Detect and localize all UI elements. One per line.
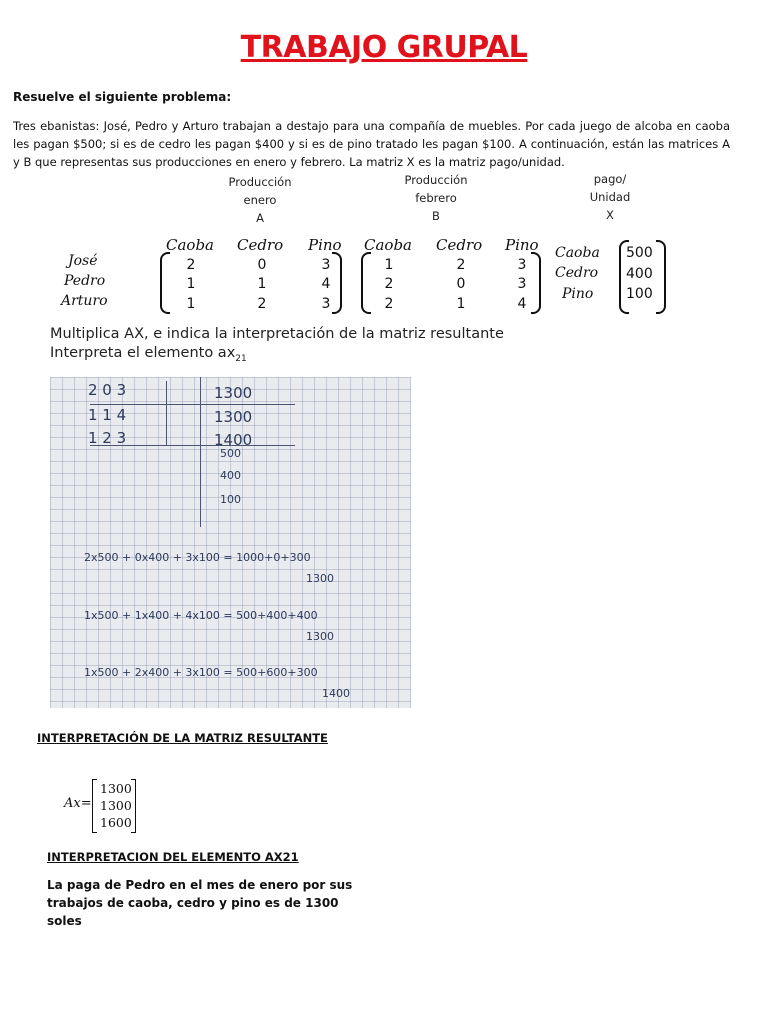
hw-equation-2: 1x500 + 1x400 + 4x100 = 500+400+400 [84, 609, 318, 622]
matrix-a-cell: 3 [321, 296, 331, 312]
hw-vertical-line [166, 381, 167, 445]
matrix-x-label: pago/ Unidad X [589, 172, 631, 222]
matrix-b-cell: 0 [456, 276, 466, 292]
x-row-cedro: Cedro [555, 265, 599, 281]
x-row-pino: Pino [562, 286, 594, 302]
ax-value: 1600 [100, 815, 132, 830]
ax-value: 1300 [100, 798, 132, 813]
matrix-a-cell: 2 [186, 257, 196, 273]
matrix-a-cell: 3 [321, 257, 331, 273]
row-name-jose: José [68, 253, 98, 269]
hw-equation-2-result: 1300 [306, 630, 334, 643]
matrix-a-cell: 1 [186, 296, 196, 312]
matrix-a-label: Producción enero A [228, 175, 292, 225]
hw-equation-1-result: 1300 [306, 572, 334, 585]
row-name-arturo: Arturo [61, 293, 108, 309]
matrix-a-cell: 1 [186, 276, 196, 292]
row-name-pedro: Pedro [64, 273, 106, 289]
ax-value: 1300 [100, 781, 132, 796]
matrix-x-right-bracket [656, 240, 666, 314]
section-element-interpretation: INTERPRETACION DEL ELEMENTO AX21 [47, 850, 299, 864]
col-header-cedro-a: Cedro [237, 236, 284, 254]
col-header-caoba-b: Caoba [364, 236, 412, 254]
matrix-a-left-bracket [160, 252, 170, 314]
col-header-caoba-a: Caoba [166, 236, 214, 254]
task-interpret: Interpreta el elemento $ax_{21}$ [50, 345, 247, 364]
matrix-b-right-bracket [531, 252, 541, 314]
matrix-a-cell: 2 [257, 296, 267, 312]
x-value: 100 [626, 286, 653, 302]
task-multiply: Multiplica AX, e indica la interpretación de la matriz resultante [50, 326, 504, 342]
hw-equation-1: 2x500 + 0x400 + 3x100 = 1000+0+300 [84, 551, 311, 564]
matrix-b-cell: 1 [384, 257, 394, 273]
hw-result-3: 1400 [214, 431, 253, 449]
matrix-b-cell: 2 [384, 296, 394, 312]
hw-row-a3: 1 2 3 [88, 429, 127, 447]
x-row-caoba: Caoba [555, 245, 600, 261]
page-title: TRABAJO GRUPAL [240, 30, 528, 65]
matrix-b-left-bracket [361, 252, 371, 314]
section-matrix-interpretation: INTERPRETACIÓN DE LA MATRIZ RESULTANTE [37, 731, 328, 745]
hw-equation-3-result: 1400 [322, 687, 350, 700]
hw-row-a2: 1 1 4 [88, 406, 127, 424]
hw-line [90, 404, 295, 405]
hw-result-1: 1300 [214, 384, 253, 402]
matrix-a-cell: 1 [257, 276, 267, 292]
problem-paragraph: Tres ebanistas: José, Pedro y Arturo trabajan a destajo para una compañía de muebles. Por cada juego de alcoba en caoba les pagan $500; si es de cedro les pagan $400 y si es de pino tratado les pagan $100. A continuación, están las matrices A y B que representas sus producciones en enero y febrero. La matriz X es la matriz pago/unidad. [13, 119, 730, 169]
matrix-b-cell: 2 [456, 257, 466, 273]
matrix-b-cell: 4 [517, 296, 527, 312]
hw-row-a1: 2 0 3 [88, 381, 127, 399]
matrix-a-cell: 4 [321, 276, 331, 292]
col-header-pino-b: Pino [505, 236, 539, 254]
hw-x-2: 400 [220, 469, 241, 482]
hw-vertical-divider [200, 377, 201, 527]
hw-equation-3: 1x500 + 2x400 + 3x100 = 500+600+300 [84, 666, 318, 679]
matrix-b-cell: 3 [517, 276, 527, 292]
matrix-b-label: Producción febrero B [404, 173, 468, 223]
col-header-pino-a: Pino [308, 236, 342, 254]
x-value: 400 [626, 266, 653, 282]
answer-text: La paga de Pedro en el mes de enero por sus trabajos de caoba, cedro y pino es de 1300 soles [47, 878, 353, 928]
matrix-a-cell: 0 [257, 257, 267, 273]
hw-x-1: 500 [220, 447, 241, 460]
col-header-cedro-b: Cedro [436, 236, 483, 254]
x-value: 500 [626, 245, 653, 261]
hw-result-2: 1300 [214, 408, 253, 426]
ax-left-bracket [92, 779, 97, 833]
matrix-b-cell: 3 [517, 257, 527, 273]
matrix-b-cell: 2 [384, 276, 394, 292]
ax-label: Ax= [64, 796, 92, 811]
matrix-b-cell: 1 [456, 296, 466, 312]
instruction-text: Resuelve el siguiente problema: [13, 90, 232, 104]
hw-x-3: 100 [220, 493, 241, 506]
notebook-photo [50, 377, 411, 708]
